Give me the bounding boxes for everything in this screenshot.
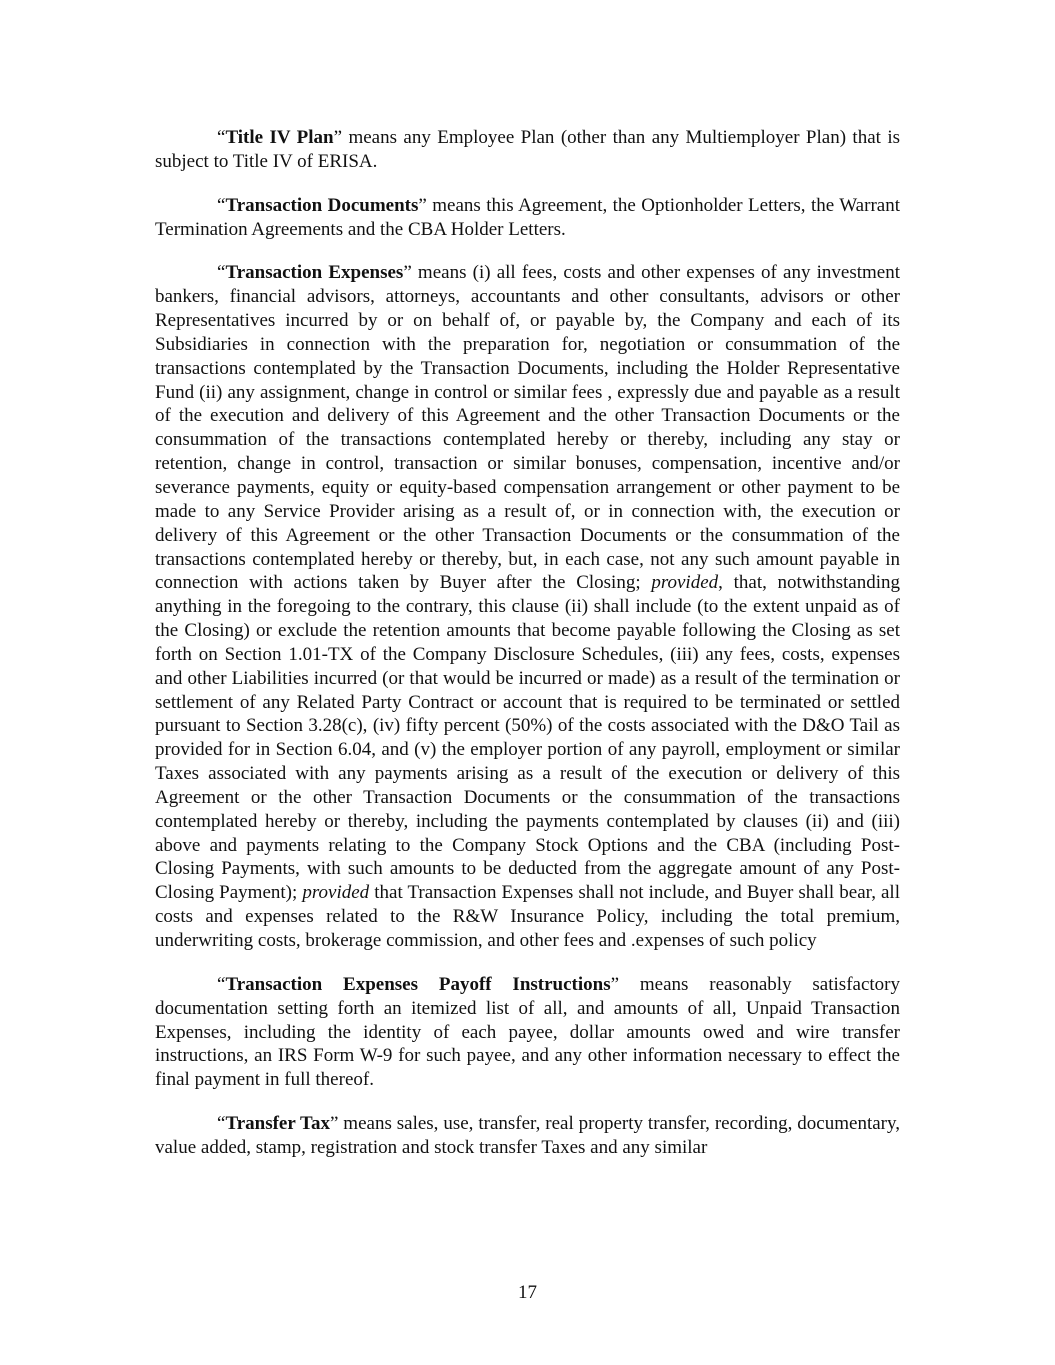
- close-quote: ”: [418, 194, 427, 216]
- definition-transfer-tax: [155, 1112, 900, 1160]
- close-quote: ”: [333, 127, 343, 148]
- defined-term: Transaction Expenses Payoff Instructions: [225, 973, 611, 995]
- open-quote: “: [217, 973, 226, 995]
- definition-title-iv-plan: [155, 126, 900, 174]
- close-quote: ”: [329, 1113, 339, 1135]
- defined-term: Transaction Documents: [225, 194, 419, 216]
- definition-text: means this Agreement, the Optionholder Letters, the Warrant Termination Agreements and the CBA Holder Letters.: [155, 194, 900, 240]
- proviso-emphasis: provided: [651, 572, 719, 594]
- defined-term: Transfer Tax: [225, 1113, 330, 1135]
- close-quote: ”: [403, 262, 412, 284]
- proviso-emphasis: provided: [302, 882, 370, 904]
- definition-text: means any Employee Plan (other than any Multiemployer Plan) that is subject to Title IV of ERISA.: [155, 127, 900, 172]
- definition-transaction-expenses-payoff-instructions: [155, 973, 900, 1092]
- definition-text: means sales, use, transfer, real property transfer, recording, documentary, value added, stamp, registration and stock transfer Taxes and any similar: [155, 1113, 900, 1158]
- defined-term: Transaction Expenses: [225, 262, 404, 284]
- open-quote: “: [217, 262, 226, 284]
- definition-text-part-3: that Transaction Expenses shall not include, and Buyer shall bear, all costs and expenses related to the R&W Insurance Policy, including the total premium, underwriting costs, brokerage commission, and other fees and .expenses of such policy: [155, 882, 900, 951]
- defined-term: Title IV Plan: [225, 127, 334, 148]
- open-quote: “: [217, 127, 226, 148]
- definition-text-part-2: , that, notwithstanding anything in the foregoing to the contrary, this clause (ii) shall include (to the extent unpaid as of the Closing) or exclude the retention amounts that become payable following the Closing as set forth on Section 1.01-TX of the Company Disclosure Schedules, (iii) any fees, costs, expenses and other Liabilities incurred (or that would be incurred or made) as a result of the termination or settlement of any Related Party Contract or account that is required to be terminated or settled pursuant to Section 3.28(c), (iv) fifty percent (50%) of the costs associated with the D&O Tail as provided for in Section 6.04, and (v) the employer portion of any payroll, employment or similar Taxes associated with any payments arising as a result of the execution or delivery of this Agreement or the other Transaction Documents or the consummation of the transactions contemplated hereby or thereby, including the payments contemplated by clauses (ii) and (iii) above and payments relating to the Company Stock Options and the CBA (including Post-Closing Payments, with such amounts to be deducted from the aggregate amount of any Post-Closing Payment);: [155, 572, 901, 904]
- open-quote: “: [217, 194, 226, 216]
- document-page: [155, 126, 900, 1180]
- page-number: 17: [518, 1282, 537, 1303]
- definition-text-part-1: means (i) all fees, costs and other expenses of any investment bankers, financial advisors, attorneys, accountants and other consultants, advisors or other Representatives incurred by or on behalf of, or payable by, the Company and each of its Subsidiaries in connection with the preparation for, negotiation or consummation of the transactions contemplated by the Transaction Documents, including the Holder Representative Fund (ii) any assignment, change in control or similar fees , expressly due and payable as a result of the execution and delivery of this Agreement and the other Transaction Documents or the consummation of the transactions contemplated hereby or thereby, including any stay or retention, change in control, transaction or similar bonuses, compensation, incentive and/or severance payments, equity or equity-based compensation arrangement or other payment to be made to any Service Provider arising as a result of, or in connection with, the execution or delivery of this Agreement or the other Transaction Documents or the consummation of the transactions contemplated hereby or thereby, but, in each case, not any such amount payable in connection with actions taken by Buyer after the Closing;: [155, 262, 900, 594]
- open-quote: “: [217, 1113, 226, 1135]
- close-quote: ”: [610, 973, 620, 995]
- definition-transaction-documents: [155, 194, 900, 242]
- definition-transaction-expenses: [155, 261, 900, 952]
- definition-text: means reasonably satisfactory documentation setting forth an itemized list of all, and amounts of all, Unpaid Transaction Expenses, including the identity of each payee, dollar amounts owed and wire transfer instructions, an IRS Form W-9 for such payee, and any other information necessary to effect the final payment in full thereof.: [155, 973, 900, 1091]
